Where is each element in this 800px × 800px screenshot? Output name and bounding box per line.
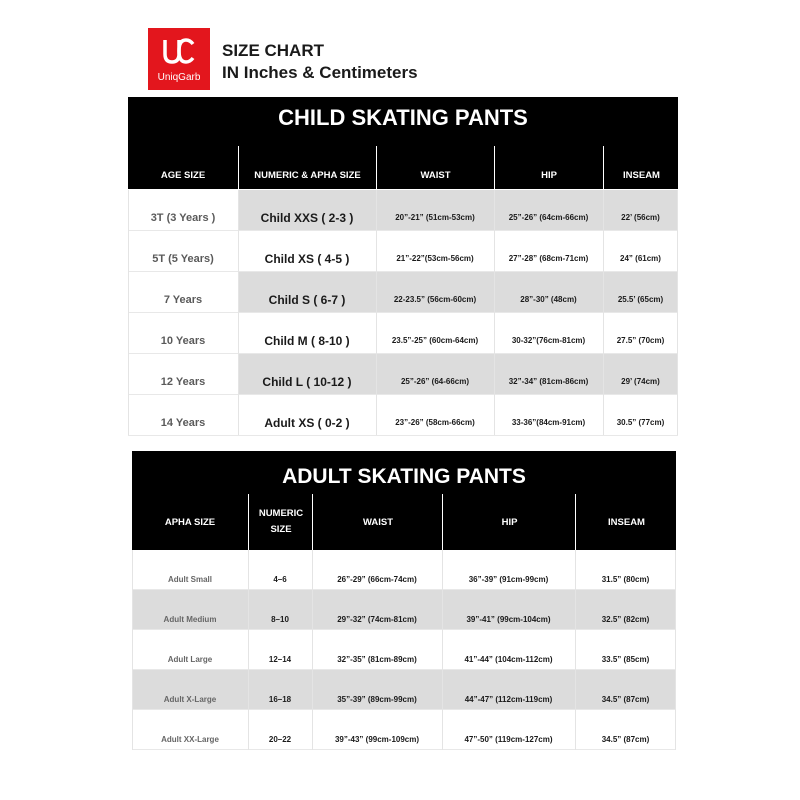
child-cell: 25”-26” (64cm-66cm) <box>494 190 603 231</box>
child-cell: 24” (61cm) <box>603 231 678 272</box>
adult-cell: 39”-41” (99cm-104cm) <box>442 590 575 630</box>
adult-cell: 20–22 <box>248 710 312 750</box>
adult-col-numeric: NUMERIC SIZE <box>248 494 313 550</box>
column-divider <box>442 550 443 750</box>
adult-col-apha: APHA SIZE <box>164 516 216 528</box>
table-row <box>128 395 678 436</box>
table-row <box>132 550 676 590</box>
child-cell: 12 Years <box>128 354 238 395</box>
table-row <box>128 231 678 272</box>
adult-cell: 29”-32” (74cm-81cm) <box>312 590 442 630</box>
adult-table-title <box>132 451 676 495</box>
adult-cell: 16–18 <box>248 670 312 710</box>
adult-cell: 36”-39” (91cm-99cm) <box>442 550 575 590</box>
child-col-hip: HIP <box>494 146 603 189</box>
child-cell: 30.5” (77cm) <box>603 395 678 436</box>
page-title <box>222 40 418 84</box>
adult-cell: 12–14 <box>248 630 312 670</box>
column-divider <box>128 190 129 435</box>
table-row <box>132 710 676 750</box>
child-header-row <box>128 146 678 189</box>
child-cell: 20”-21” (51cm-53cm) <box>376 190 494 231</box>
adult-cell: 35”-39” (89cm-99cm) <box>312 670 442 710</box>
table-row <box>128 313 678 354</box>
table-row <box>128 354 678 395</box>
adult-cell: 44”-47” (112cm-119cm) <box>442 670 575 710</box>
column-divider <box>376 190 377 435</box>
adult-cell: 26”-29” (66cm-74cm) <box>312 550 442 590</box>
adult-cell: Adult Medium <box>132 590 248 630</box>
brand-name: UniqGarb <box>157 72 201 83</box>
child-cell: 22’ (56cm) <box>603 190 678 231</box>
child-cell: 27”-28” (68cm-71cm) <box>494 231 603 272</box>
adult-cell: 32.5” (82cm) <box>575 590 676 630</box>
child-cell: 21”-22”(53cm-56cm) <box>376 231 494 272</box>
child-col-inseam: INSEAM <box>603 146 679 189</box>
table-row <box>132 590 676 630</box>
adult-cell: 34.5” (87cm) <box>575 710 676 750</box>
child-cell: Child XS ( 4-5 ) <box>238 231 376 272</box>
child-cell: 33-36”(84cm-91cm) <box>494 395 603 436</box>
row-divider <box>132 749 676 750</box>
child-cell: 23”-26” (58cm-66cm) <box>376 395 494 436</box>
column-divider <box>132 550 133 750</box>
child-cell: Adult XS ( 0-2 ) <box>238 395 376 436</box>
child-cell: 7 Years <box>128 272 238 313</box>
adult-cell: 32”-35” (81cm-89cm) <box>312 630 442 670</box>
adult-cell: 41”-44” (104cm-112cm) <box>442 630 575 670</box>
child-cell: 27.5” (70cm) <box>603 313 678 354</box>
child-col-waist: WAIST <box>376 146 494 189</box>
row-divider <box>128 435 678 436</box>
adult-col-inseam: INSEAM <box>575 494 677 550</box>
child-cell: Child S ( 6-7 ) <box>238 272 376 313</box>
column-divider <box>675 550 676 750</box>
adult-cell: Adult Small <box>132 550 248 590</box>
adult-col-hip: HIP <box>442 494 576 550</box>
adult-cell: Adult Large <box>132 630 248 670</box>
adult-cell: 4–6 <box>248 550 312 590</box>
adult-cell: 47”-50” (119cm-127cm) <box>442 710 575 750</box>
adult-header-row <box>132 494 676 550</box>
child-cell: 14 Years <box>128 395 238 436</box>
adult-title-text: ADULT SKATING PANTS <box>282 465 526 488</box>
column-divider <box>312 550 313 750</box>
child-cell: 10 Years <box>128 313 238 354</box>
child-cell: 3T (3 Years ) <box>128 190 238 231</box>
adult-cell: 39”-43” (99cm-109cm) <box>312 710 442 750</box>
child-table-body <box>128 190 678 435</box>
table-row <box>132 630 676 670</box>
column-divider <box>494 190 495 435</box>
adult-cell: Adult XX-Large <box>132 710 248 750</box>
adult-col-waist: WAIST <box>312 494 443 550</box>
column-divider <box>677 190 678 435</box>
child-cell: 25”-26” (64-66cm) <box>376 354 494 395</box>
child-col-age: AGE SIZE <box>160 170 206 181</box>
child-cell: 29’ (74cm) <box>603 354 678 395</box>
child-table-title <box>128 97 678 147</box>
child-cell: Child L ( 10-12 ) <box>238 354 376 395</box>
column-divider <box>575 550 576 750</box>
child-cell: 23.5”-25” (60cm-64cm) <box>376 313 494 354</box>
title-line-2: IN Inches & Centimeters <box>222 63 418 82</box>
adult-cell: 8–10 <box>248 590 312 630</box>
adult-table-body <box>132 550 676 750</box>
column-divider <box>603 190 604 435</box>
child-col-numeric: NUMERIC & APHA SIZE <box>238 146 376 189</box>
adult-cell: Adult X-Large <box>132 670 248 710</box>
column-divider <box>238 190 239 435</box>
title-line-1: SIZE CHART <box>222 41 324 60</box>
child-cell: Child M ( 8-10 ) <box>238 313 376 354</box>
table-row <box>128 190 678 231</box>
child-cell: 22-23.5” (56cm-60cm) <box>376 272 494 313</box>
adult-cell: 33.5” (85cm) <box>575 630 676 670</box>
child-cell: 30-32”(76cm-81cm) <box>494 313 603 354</box>
child-title-text: CHILD SKATING PANTS <box>278 105 528 130</box>
column-divider <box>248 550 249 750</box>
adult-cell: 34.5” (87cm) <box>575 670 676 710</box>
child-cell: 28”-30” (48cm) <box>494 272 603 313</box>
child-cell: Child XXS ( 2-3 ) <box>238 190 376 231</box>
child-cell: 25.5’ (65cm) <box>603 272 678 313</box>
child-cell: 5T (5 Years) <box>128 231 238 272</box>
uniqgarb-logo-icon <box>162 38 196 68</box>
adult-cell: 31.5” (80cm) <box>575 550 676 590</box>
brand-logo <box>148 28 210 90</box>
child-cell: 32”-34” (81cm-86cm) <box>494 354 603 395</box>
table-row <box>128 272 678 313</box>
table-row <box>132 670 676 710</box>
